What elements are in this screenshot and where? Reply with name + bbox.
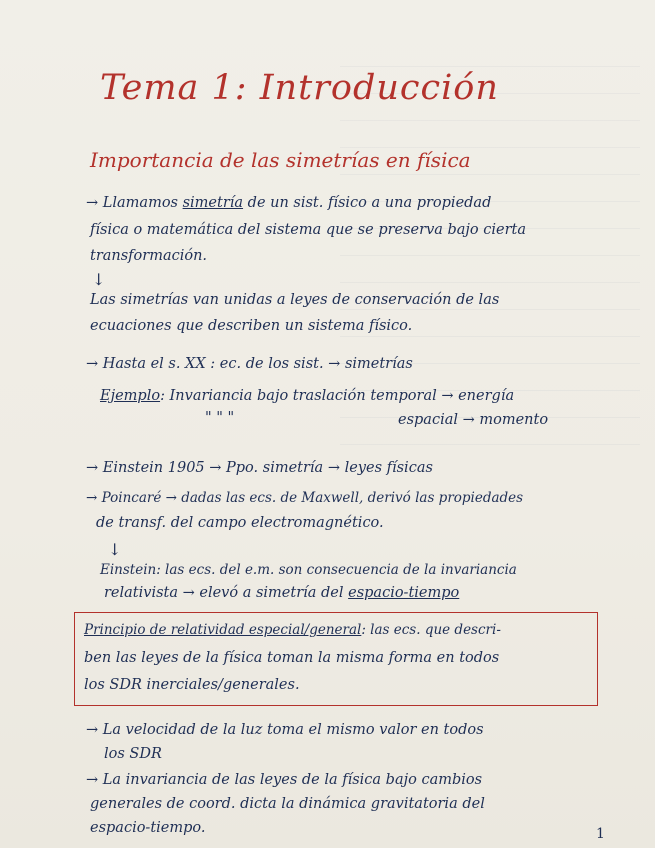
example-label: Ejemplo [100,388,161,404]
principle-label: Principio de relatividad especial/general [84,622,362,638]
paragraph-line [104,585,459,601]
paragraph-line: espacio-tiempo. [90,820,206,836]
text: : Invariancia bajo traslación temporal → energía [160,388,515,404]
section-subtitle: Importancia de las simetrías en física [90,148,471,172]
paragraph-line: transformación. [90,248,208,264]
paragraph-line: → La invariancia de las leyes de la física bajo cambios [86,772,483,788]
principle-line: los SDR inerciales/generales. [84,677,300,693]
text: relativista → elevó a simetría del [104,585,349,601]
paragraph-line [86,195,491,211]
text: → Llamamos [86,195,183,211]
paragraph-line: Einstein: las ecs. del e.m. son consecuencia de la invariancia [100,562,517,578]
paragraph-line: → Hasta el s. XX : ec. de los sist. → simetrías [86,356,413,372]
paragraph-line: → Poincaré → dadas las ecs. de Maxwell, derivó las propiedades [86,490,524,506]
text: de un sist. físico a una propiedad [243,195,492,211]
paragraph-line: ecuaciones que describen un sistema físico. [90,318,413,334]
ditto-marks: " " " [205,410,235,426]
principle-line: ben las leyes de la física toman la misma forma en todos [84,650,500,666]
example-line: espacial → momento [398,412,549,428]
paragraph-line: generales de coord. dicta la dinámica gravitatoria del [90,796,485,812]
paragraph-line: Las simetrías van unidas a leyes de conservación de las [90,292,500,308]
underlined-term: espacio-tiempo [348,585,460,601]
paragraph-line: → La velocidad de la luz toma el mismo valor en todos [86,722,484,738]
down-arrow-icon: ↓ [92,270,106,289]
paragraph-line: física o matemática del sistema que se preserva bajo cierta [90,222,527,238]
text: : las ecs. que descri- [361,622,501,638]
paragraph-line: de transf. del campo electromagnético. [96,515,384,531]
example-line [100,388,514,404]
paragraph-line: → Einstein 1905 → Ppo. simetría → leyes físicas [86,460,433,476]
principle-line [84,622,501,638]
underlined-term: simetría [182,195,244,211]
page-title: Tema 1: Introducción [100,68,499,108]
down-arrow-icon: ↓ [108,540,122,559]
paragraph-line: los SDR [104,746,162,762]
page-number: 1 [596,826,605,842]
